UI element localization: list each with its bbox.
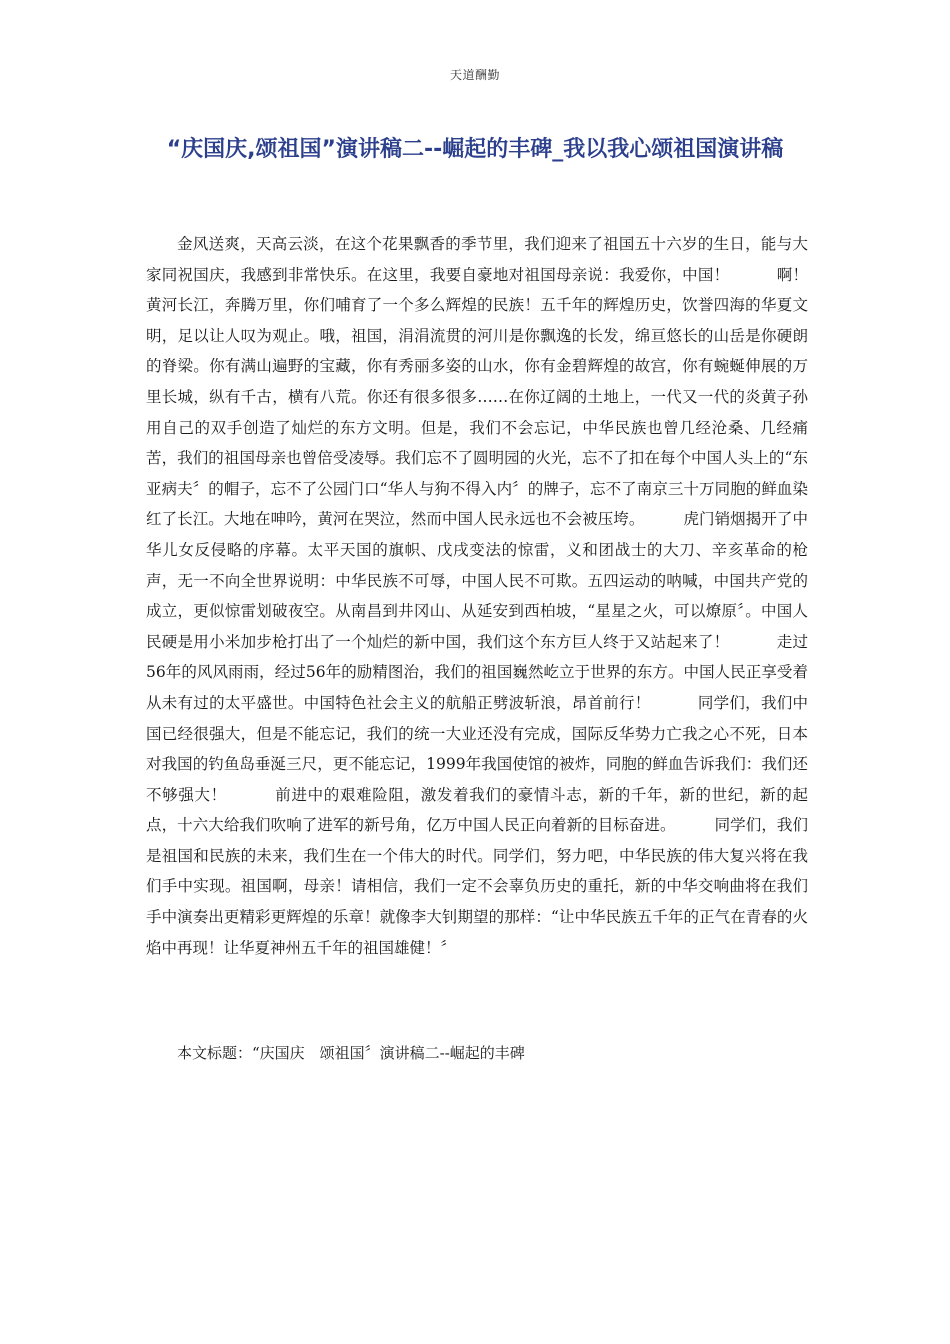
page-header: 天道酬勤 xyxy=(449,68,500,82)
article-title-line: 本文标题：“庆国庆 颂祖国〞演讲稿二--崛起的丰碑 xyxy=(177,1044,525,1062)
body-paragraph: 金风送爽，天高云淡，在这个花果飘香的季节里，我们迎来了祖国五十六岁的生日，能与大家同祝国庆，我感到非常快乐。在这里，我要自豪地对祖国母亲说：我爱你，中国！ 啊！黄河长江，奔腾万里，你们哺育了一个多么辉煌的民族！五千年的辉煌历史，饮誉四海的华夏文明，足以让人叹为观止。哦，祖国，涓涓流贯的河川是你飘逸的长发，绵亘悠长的山岳是你硬朗的脊梁。你有满山遍野的宝藏，你有秀丽多姿的山水，你有金碧辉煌的故宫，你有蜿蜒伸展的万里长城，纵有千古，横有八荒。你还有很多很多……在你辽阔的土地上，一代又一代的炎黄子孙用自己的双手创造了灿烂的东方文明。但是，我们不会忘记，中华民族也曾几经沧桑、几经痛苦，我们的祖国母亲也曾倍受凌辱。我们忘不了圆明园的火光，忘不了扣在每个中国人头上的“东亚病夫〞的帽子，忘不了公园门口“华人与狗不得入内〞的牌子，忘不了南京三十万同胞的鲜血染红了长江。大地在呻吟，黄河在哭泣，然而中国人民永远也不会被压垮。 虎门销烟揭开了中华儿女反侵略的序幕。太平天国的旗帜、戊戌变法的惊雷，义和团战士的大刀、辛亥革命的枪声，无一不向全世界说明：中华民族不可辱，中国人民不可欺。五四运动的呐喊，中国共产党的成立，更似惊雷划破夜空。从南昌到井冈山、从延安到西柏坡，“星星之火，可以燎原〞。中国人民硬是用小米加步枪打出了一个灿烂的新中国，我们这个东方巨人终于又站起来了！ 走过56年的风风雨雨，经过56年的励精图治，我们的祖国巍然屹立于世界的东方。中国人民正享受着从未有过的太平盛世。中国特色社会主义的航船正劈波斩浪，昂首前行！ 同学们，我们中国已经很强大，但是不能忘记，我们的统一大业还没有完成，国际反华势力亡我之心不死，日本对我国的钓鱼岛垂涎三尺，更不能忘记，1999年我国使馆的被炸，同胞的鲜血告诉我们：我们还不够强大！ 前进中的艰难险阻，激发着我们的豪情斗志，新的千年，新的世纪，新的起点，十六大给我们吹响了进军的新号角，亿万中国人民正向着新的目标奋进。 同学们，我们是祖国和民族的未来，我们生在一个伟大的时代。同学们，努力吧，中华民族的伟大复兴将在我们手中实现。祖国啊，母亲！请相信，我们一定不会辜负历史的重托，新的中华交响曲将在我们手中演奏出更精彩更辉煌的乐章！就像李大钊期望的那样：“让中华民族五千年的正气在青春的火焰中再现！让华夏神州五千年的祖国雄健！〞 xyxy=(146,235,808,957)
document-body xyxy=(146,229,808,963)
document-title: “庆国庆,颂祖国”演讲稿二--崛起的丰碑_我以我心颂祖国演讲稿 xyxy=(166,137,784,162)
